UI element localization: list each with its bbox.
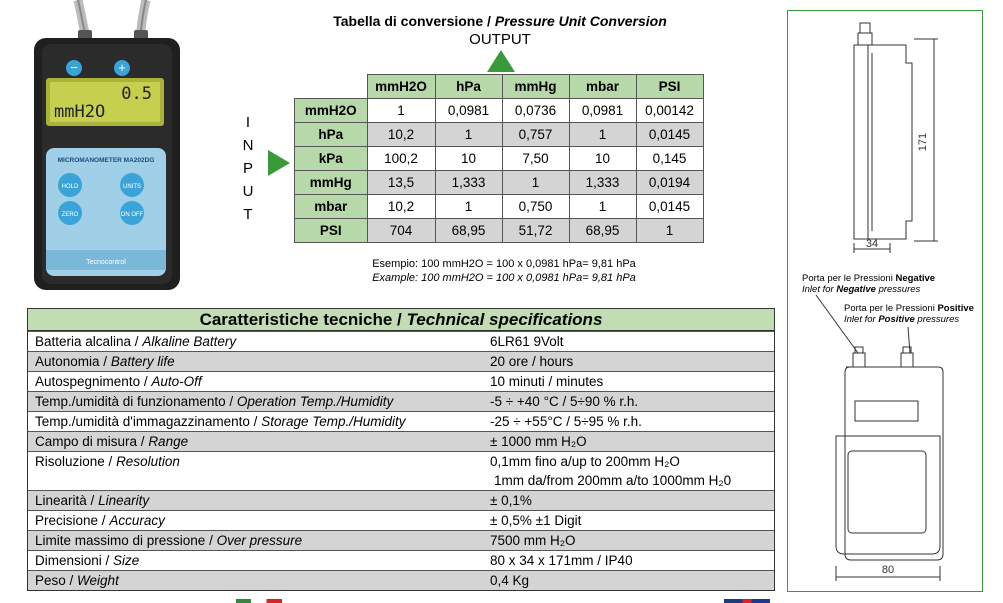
lcd-value: 0.5 <box>121 84 152 104</box>
uk-flag-icon <box>724 599 770 603</box>
spec-row: Dimensioni / Size 80 x 34 x 171mm / IP40 <box>28 550 774 570</box>
specs-table <box>27 308 775 591</box>
plus-symbol: + <box>118 60 126 75</box>
table-cell: 1 <box>502 171 569 195</box>
spec-row: Limite massimo di pressione / Over pressure 7500 mm H₂O <box>28 530 774 550</box>
dimension-drawing <box>788 11 984 593</box>
spec-value: ± 0,1% <box>490 493 532 508</box>
table-header-row <box>295 75 704 99</box>
table-cell: 68,95 <box>569 219 636 243</box>
spec-value: -25 ÷ +55°C / 5÷95 % r.h. <box>490 414 642 429</box>
table-cell: 1 <box>569 195 636 219</box>
spec-value: 6LR61 9Volt <box>490 334 564 349</box>
conversion-table <box>294 74 704 243</box>
spec-value: 1mm da/from 200mm a/to 1000mm H₂0 <box>494 473 732 488</box>
table-cell: 0,145 <box>636 147 703 171</box>
spec-value: -5 ÷ +40 °C / 5÷90 % r.h. <box>490 394 639 409</box>
table-cell: 10,2 <box>367 123 435 147</box>
table-cell: 10 <box>435 147 502 171</box>
spec-row: Temp./umidità di funzionamento / Operation Temp./Humidity -5 ÷ +40 °C / 5÷90 % r.h. <box>28 391 774 411</box>
table-cell: 1 <box>435 195 502 219</box>
conversion-example <box>294 257 714 285</box>
italian-flag-icon <box>236 599 282 603</box>
row-header: mmHg <box>295 171 368 195</box>
table-cell: 0,00142 <box>636 99 703 123</box>
column-header: hPa <box>435 75 502 99</box>
row-header: hPa <box>295 123 368 147</box>
table-row <box>295 99 704 123</box>
spec-value: 7500 mm H₂O <box>490 533 576 548</box>
spec-row: Peso / Weight 0,4 Kg <box>28 570 774 590</box>
device-model-label: MICROMANOMETER MA202DG <box>57 157 155 164</box>
table-cell: 0,0736 <box>502 99 569 123</box>
spec-row: Linearità / Linearity ± 0,1% <box>28 490 774 510</box>
table-row <box>295 195 704 219</box>
spec-row: Autospegnimento / Auto-Off 10 minuti / minutes <box>28 371 774 391</box>
table-cell: 100,2 <box>367 147 435 171</box>
table-cell: 0,0145 <box>636 123 703 147</box>
row-header: mmH2O <box>295 99 368 123</box>
dim-width-label: 80 <box>881 564 895 576</box>
table-cell: 1 <box>367 99 435 123</box>
table-cell: 10 <box>569 147 636 171</box>
table-cell: 1 <box>435 123 502 147</box>
table-cell: 0,0981 <box>569 99 636 123</box>
spec-row: Autonomia / Battery life 20 ore / hours <box>28 351 774 371</box>
spec-row: Precisione / Accuracy ± 0,5% ±1 Digit <box>28 510 774 530</box>
table-cell: 7,50 <box>502 147 569 171</box>
output-arrow-icon <box>487 50 515 72</box>
table-row <box>295 219 704 243</box>
minus-symbol: − <box>70 60 78 75</box>
onoff-button: ON OFF <box>120 212 144 218</box>
hold-button: HOLD <box>61 184 79 190</box>
table-cell: 51,72 <box>502 219 569 243</box>
table-cell: 13,5 <box>367 171 435 195</box>
row-header: PSI <box>295 219 368 243</box>
row-header: kPa <box>295 147 368 171</box>
table-cell: 10,2 <box>367 195 435 219</box>
spec-value: ± 1000 mm H₂O <box>490 434 587 449</box>
row-header: mbar <box>295 195 368 219</box>
input-arrow-icon <box>268 150 290 176</box>
table-cell: 1 <box>569 123 636 147</box>
table-cell: 0,750 <box>502 195 569 219</box>
spec-value: ± 0,5% ±1 Digit <box>490 513 582 528</box>
zero-button: ZERO <box>61 212 79 218</box>
spec-row: Campo di misura / Range ± 1000 mm H₂O <box>28 431 774 451</box>
column-header: mmHg <box>502 75 569 99</box>
spec-value: 0,4 Kg <box>490 573 530 588</box>
positive-port-label: Porta per le Pressioni Positive Inlet for Positive pressures <box>844 303 974 325</box>
table-cell: 1,333 <box>569 171 636 195</box>
table-row <box>295 147 704 171</box>
input-label: I N P U T <box>242 114 254 223</box>
lcd-unit: mmH2O <box>54 102 106 122</box>
spec-value: 20 ore / hours <box>490 354 574 369</box>
table-cell: 0,757 <box>502 123 569 147</box>
units-button: UNITS <box>123 184 141 190</box>
spec-row: Temp./umidità d'immagazzinamento / Storage Temp./Humidity -25 ÷ +55°C / 5÷95 % r.h. <box>28 411 774 431</box>
spec-row: Risoluzione / Resolution 0,1mm fino a/up to 200mm H₂O 1mm da/from 200mm a/to 1000mm H₂0 <box>28 451 774 490</box>
table-row <box>295 171 704 195</box>
column-header: mbar <box>569 75 636 99</box>
table-cell: 68,95 <box>435 219 502 243</box>
output-label: OUTPUT <box>469 31 531 48</box>
spec-row: Batteria alcalina / Alkaline Battery 6LR61 9Volt <box>28 331 774 351</box>
conversion-title: Tabella di conversione / Pressure Unit Conversion <box>333 13 667 29</box>
dim-height-label: 171 <box>917 132 929 152</box>
table-cell: 0,0981 <box>435 99 502 123</box>
device-photo <box>28 0 188 292</box>
dim-depth-label: 34 <box>865 238 879 250</box>
technical-drawing-panel <box>787 10 983 592</box>
spec-value: 10 minuti / minutes <box>490 374 604 389</box>
negative-port-label: Porta per le Pressioni Negative Inlet for Negative pressures <box>802 273 936 295</box>
spec-value: 0,1mm fino a/up to 200mm H₂O <box>490 454 680 469</box>
device-brand: Tecnocontrol <box>86 259 126 266</box>
table-row <box>295 123 704 147</box>
table-cell: 0,0194 <box>636 171 703 195</box>
table-cell: 0,0145 <box>636 195 703 219</box>
table-cell: 704 <box>367 219 435 243</box>
spec-value: 80 x 34 x 171mm / IP40 <box>490 553 633 568</box>
example-en: Example: 100 mmH2O = 100 x 0,0981 hPa= 9,81 hPa <box>372 272 636 284</box>
column-header: PSI <box>636 75 703 99</box>
table-cell: 1,333 <box>435 171 502 195</box>
table-cell: 1 <box>636 219 703 243</box>
column-header: mmH2O <box>367 75 435 99</box>
example-it: Esempio: 100 mmH2O = 100 x 0,0981 hPa= 9,81 hPa <box>372 258 636 270</box>
specs-title: Caratteristiche tecniche / Technical specifications <box>28 309 774 331</box>
